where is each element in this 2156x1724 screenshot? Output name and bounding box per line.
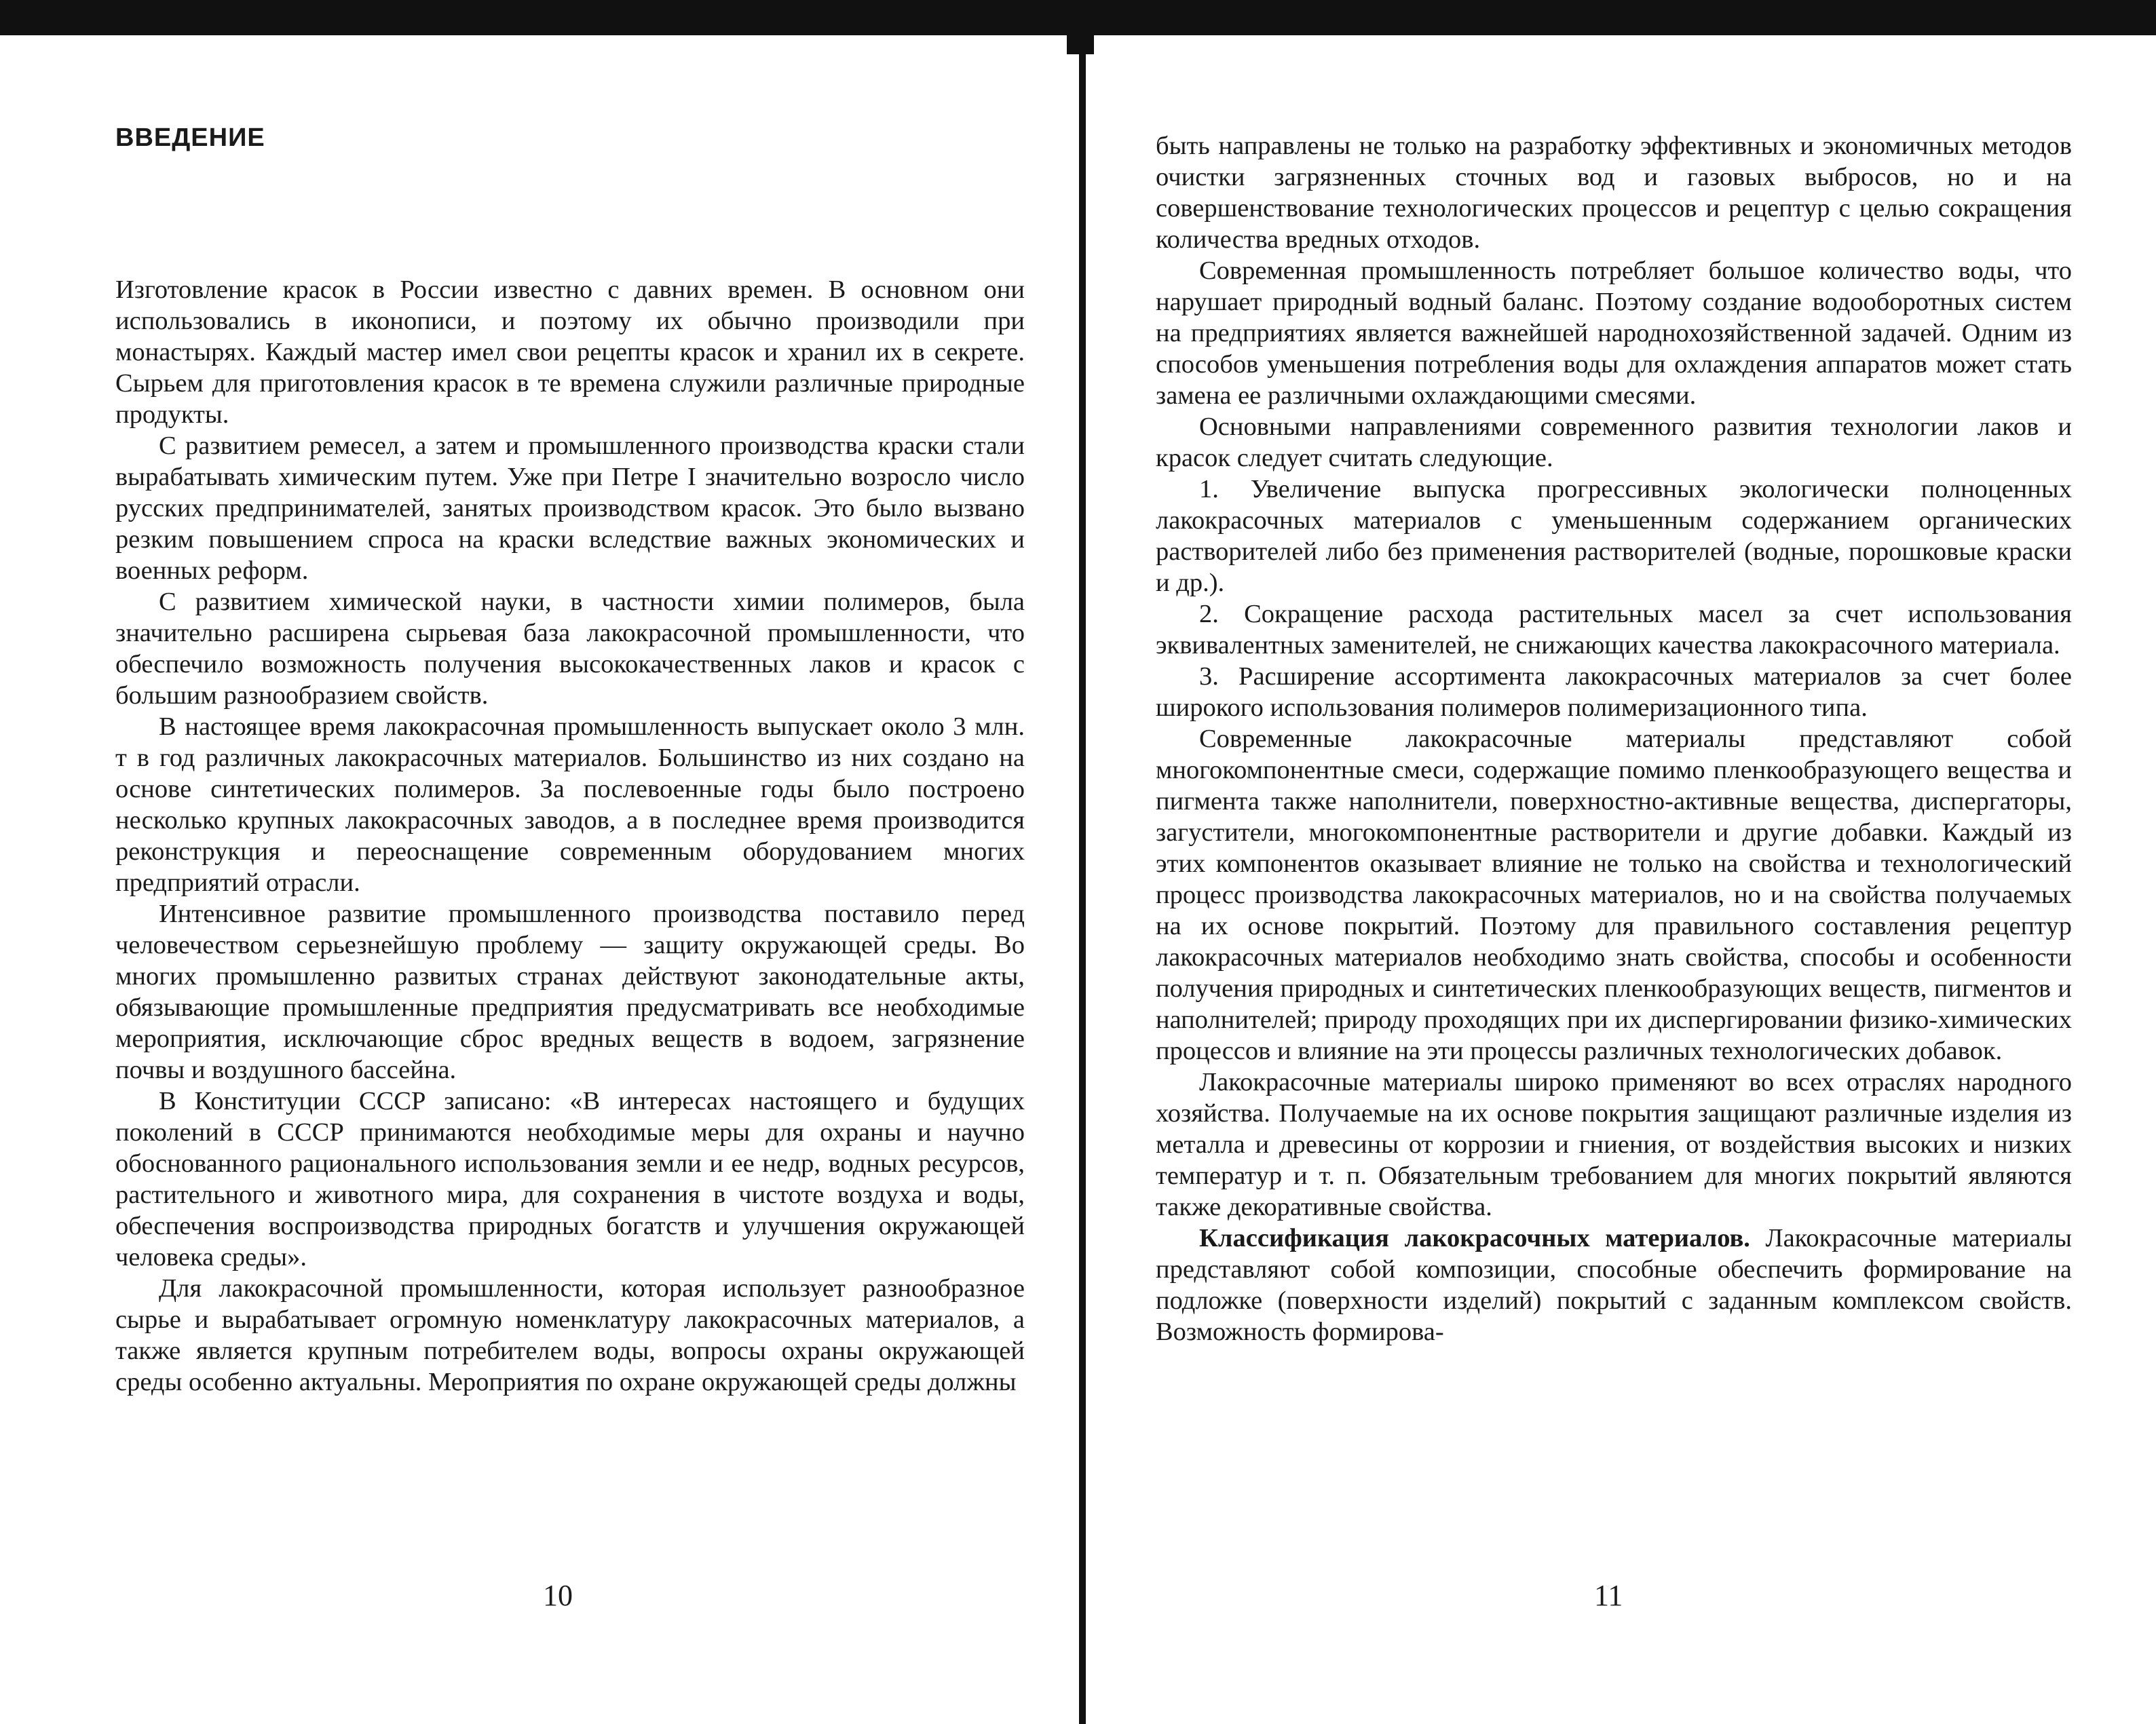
paragraph: Современная промышленность потребляет большое количество воды, что нарушает природный водный баланс. Поэтому создание водооборотных систем на предприятиях является важнейшей народнохозяйственной задачей. Одним из способов уменьшения потребления воды для охлаждения аппаратов может стать замена ее различными охлаждающими смесями. <box>1156 256 2072 410</box>
left-page-text <box>115 274 1025 1398</box>
list-item: 1. Увеличение выпуска прогрессивных экологически полноценных лакокрасочных материалов с уменьшенным содержанием органических растворителей либо без применения растворителей (водные, порошковые краски и др.). <box>1156 475 2072 597</box>
paragraph: В настоящее время лакокрасочная промышленность выпускает около 3 млн. т в год различных лакокрасочных материалов. Большинство из них создано на основе синтетических полимеров. За послевоенные годы было построено несколько крупных лакокрасочных заводов, а в последнее время производится реконструкция и переоснащение современным оборудованием многих предприятий отрасли. <box>115 712 1025 897</box>
paragraph <box>1156 1223 2072 1347</box>
right-page-text <box>1156 130 2072 1347</box>
paragraph: Интенсивное развитие промышленного производства поставило перед человечеством серьезнейшую проблему — защиту окружающей среды. Во многих промышленно развитых странах действуют законодательные акты, обязывающие промышленные предприятия предусматривать все необходимые мероприятия, исключающие сброс вредных веществ в водоем, загрязнение почвы и воздушного бассейна. <box>115 900 1025 1084</box>
paragraph: Современные лакокрасочные материалы представляют собой многокомпонентные смеси, содержащие помимо пленкообразующего вещества и пигмента также наполнители, поверхностно-активные вещества, диспергаторы, загустители, многокомпонентные растворители и другие добавки. Каждый из этих компонентов оказывает влияние не только на свойства и технологический процесс производства лакокрасочных материалов, но и на свойства получаемых на их основе покрытий. Поэтому для правильного составления рецептур лакокрасочных материалов необходимо знать свойства, способы и особенности получения природных и синтетических пленкообразующих веществ, пигментов и наполнителей; природу проходящих при их диспергировании физико-химических процессов и влияние на эти процессы различных технологических добавок. <box>1156 725 2072 1065</box>
paragraph: С развитием химической науки, в частности химии полимеров, была значительно расширена сырьевая база лакокрасочной промышленности, что обеспечило возможность получения высококачественных лаков и красок с большим разнообразием свойств. <box>115 588 1025 710</box>
list-item: 3. Расширение ассортимента лакокрасочных материалов за счет более широкого использования полимеров полимеризационного типа. <box>1156 662 2072 722</box>
book-spine <box>1079 41 1086 1724</box>
chapter-heading: ВВЕДЕНИЕ <box>115 123 265 152</box>
paragraph: Изготовление красок в России известно с давних времен. В основном они использовались в иконописи, и поэтому их обычно производили при монастырях. Каждый мастер имел свои рецепты красок и хранил их в секрете. Сырьем для приготовления красок в те времена служили различные природные продукты. <box>115 275 1025 429</box>
paragraph: Для лакокрасочной промышленности, которая использует разнообразное сырье и вырабатывает огромную номенклатуру лакокрасочных материалов, а также является крупным потребителем воды, вопросы охраны окружающей среды особенно актуальны. Мероприятия по охране окружающей среды должны <box>115 1274 1025 1396</box>
paragraph: Основными направлениями современного развития технологии лаков и красок следует считать следующие. <box>1156 413 2072 472</box>
left-page <box>115 0 1025 1724</box>
right-page <box>1156 0 2072 1724</box>
paragraph: Лакокрасочные материалы широко применяют во всех отраслях народного хозяйства. Получаемые на их основе покрытия защищают различные изделия из металла и древесины от коррозии и гниения, от воздействия высоких и низких температур и т. п. Обязательным требованием для многих покрытий являются также декоративные свойства. <box>1156 1068 2072 1221</box>
page-number: 11 <box>1594 1579 1623 1612</box>
paragraph-text: Лакокрасочные материалы представляют собой композиции, способные обеспечить формирование на подложке (поверхности изделий) покрытий с заданным комплексом свойств. Возможность формирова- <box>1156 1224 2072 1346</box>
paragraph: быть направлены не только на разработку эффективных и экономичных методов очистки загрязненных сточных вод и газовых выбросов, но и на совершенствование технологических процессов и рецептур с целью сокращения количества вредных отходов. <box>1156 132 2072 254</box>
page-number: 10 <box>543 1579 573 1612</box>
paragraph: В Конституции СССР записано: «В интересах настоящего и будущих поколений в СССР принимаются необходимые меры для охраны и научно обоснованного рационального использования земли и ее недр, водных ресурсов, растительного и животного мира, для сохранения в чистоте воздуха и воды, обеспечения воспроизводства природных богатств и улучшения окружающей человека среды». <box>115 1087 1025 1271</box>
section-run-in-heading: Классификация лакокрасочных материалов. <box>1199 1224 1750 1252</box>
paragraph: С развитием ремесел, а затем и промышленного производства краски стали вырабатывать химическим путем. Уже при Петре I значительно возросло число русских предпринимателей, занятых производством красок. Это было вызвано резким повышением спроса на краски вследствие важных экономических и военных реформ. <box>115 432 1025 585</box>
list-item: 2. Сокращение расхода растительных масел за счет использования эквивалентных заменителей, не снижающих качества лакокрасочного материала. <box>1156 600 2072 659</box>
